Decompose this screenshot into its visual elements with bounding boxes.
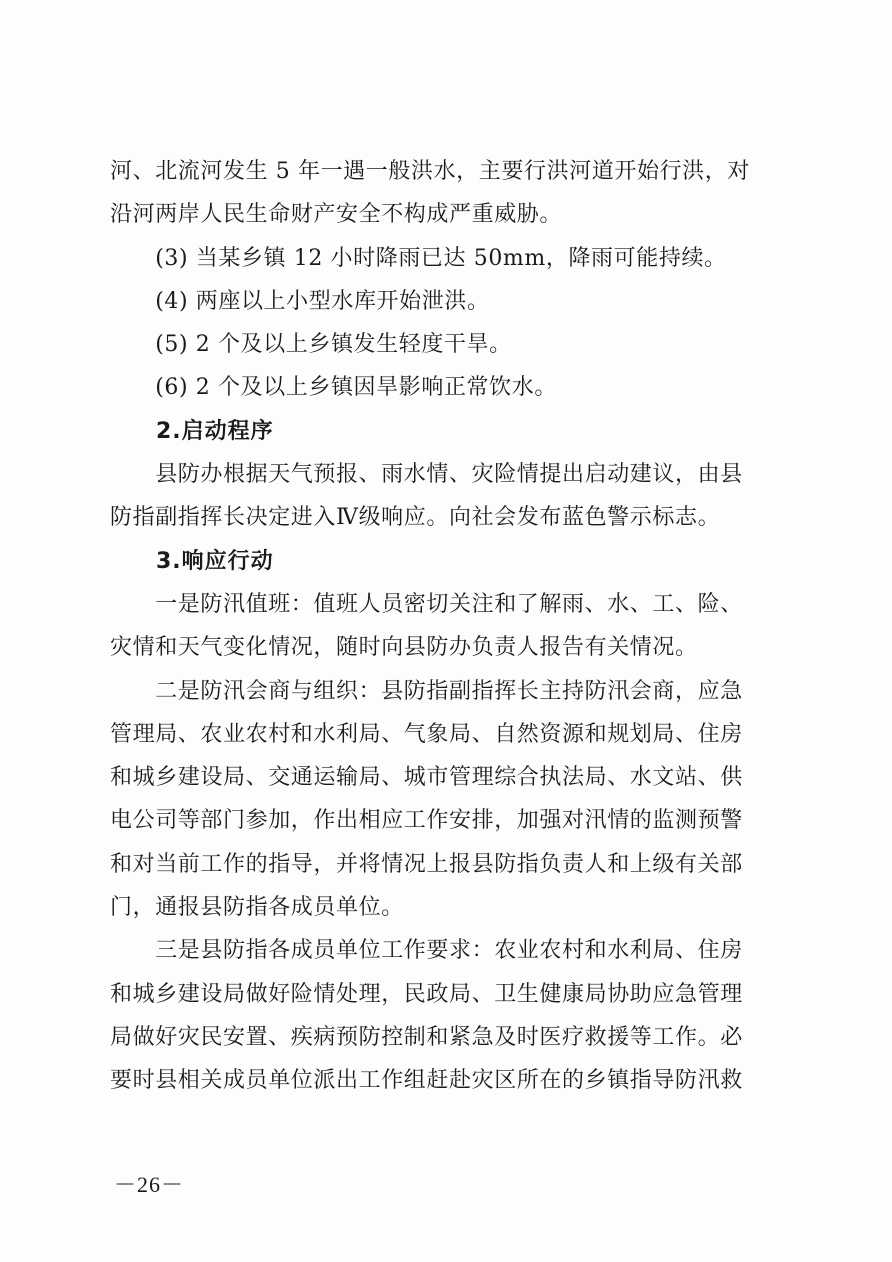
list-item-6: (6) 2 个及以上乡镇因旱影响正常饮水。 [110, 375, 557, 401]
text-line: 要时县相关成员单位派出工作组赶赴灾区所在的乡镇指导防汛救 [110, 1068, 743, 1094]
text-line: 和对当前工作的指导，并将情况上报县防指负责人和上级有关部 [110, 851, 743, 877]
text-line: 局做好灾民安置、疾病预防控制和紧急及时医疗救援等工作。必 [110, 1024, 743, 1050]
section-heading-response-actions: 3.响应行动 [110, 548, 274, 574]
text-line: 灾情和天气变化情况，随时向县防办负责人报告有关情况。 [110, 635, 698, 661]
text-line: 县防办根据天气预报、雨水情、灾险情提出启动建议，由县 [110, 462, 743, 488]
list-item-3: (3) 当某乡镇 12 小时降雨已达 50mm，降雨可能持续。 [110, 245, 727, 271]
text-line: 门，通报县防指各成员单位。 [110, 895, 404, 921]
text-line: 防指副指挥长决定进入Ⅳ级响应。向社会发布蓝色警示标志。 [110, 505, 721, 531]
section-heading-startup-procedure: 2.启动程序 [110, 418, 274, 444]
list-item-5: (5) 2 个及以上乡镇发生轻度干旱。 [110, 332, 512, 358]
text-line: 河、北流河发生 5 年一遇一般洪水，主要行洪河道开始行洪，对 [110, 159, 750, 184]
text-line: 二是防汛会商与组织：县防指副指挥长主持防汛会商，应急 [110, 678, 743, 704]
text-line: 和城乡建设局、交通运输局、城市管理综合执法局、水文站、供 [110, 765, 743, 791]
body-text [110, 150, 785, 1103]
text-line: 和城乡建设局做好险情处理，民政局、卫生健康局协助应急管理 [110, 981, 743, 1007]
text-line: 电公司等部门参加，作出相应工作安排，加强对汛情的监测预警 [110, 808, 743, 834]
text-line: 管理局、农业农村和水利局、气象局、自然资源和规划局、住房 [110, 721, 743, 747]
text-line: 一是防汛值班：值班人员密切关注和了解雨、水、工、险、 [110, 591, 743, 617]
page-number: －26－ [114, 1172, 185, 1197]
text-line: 三是县防指各成员单位工作要求：农业农村和水利局、住房 [110, 938, 743, 964]
list-item-4: (4) 两座以上小型水库开始泄洪。 [110, 288, 490, 314]
text-line: 沿河两岸人民生命财产安全不构成严重威胁。 [110, 202, 563, 228]
